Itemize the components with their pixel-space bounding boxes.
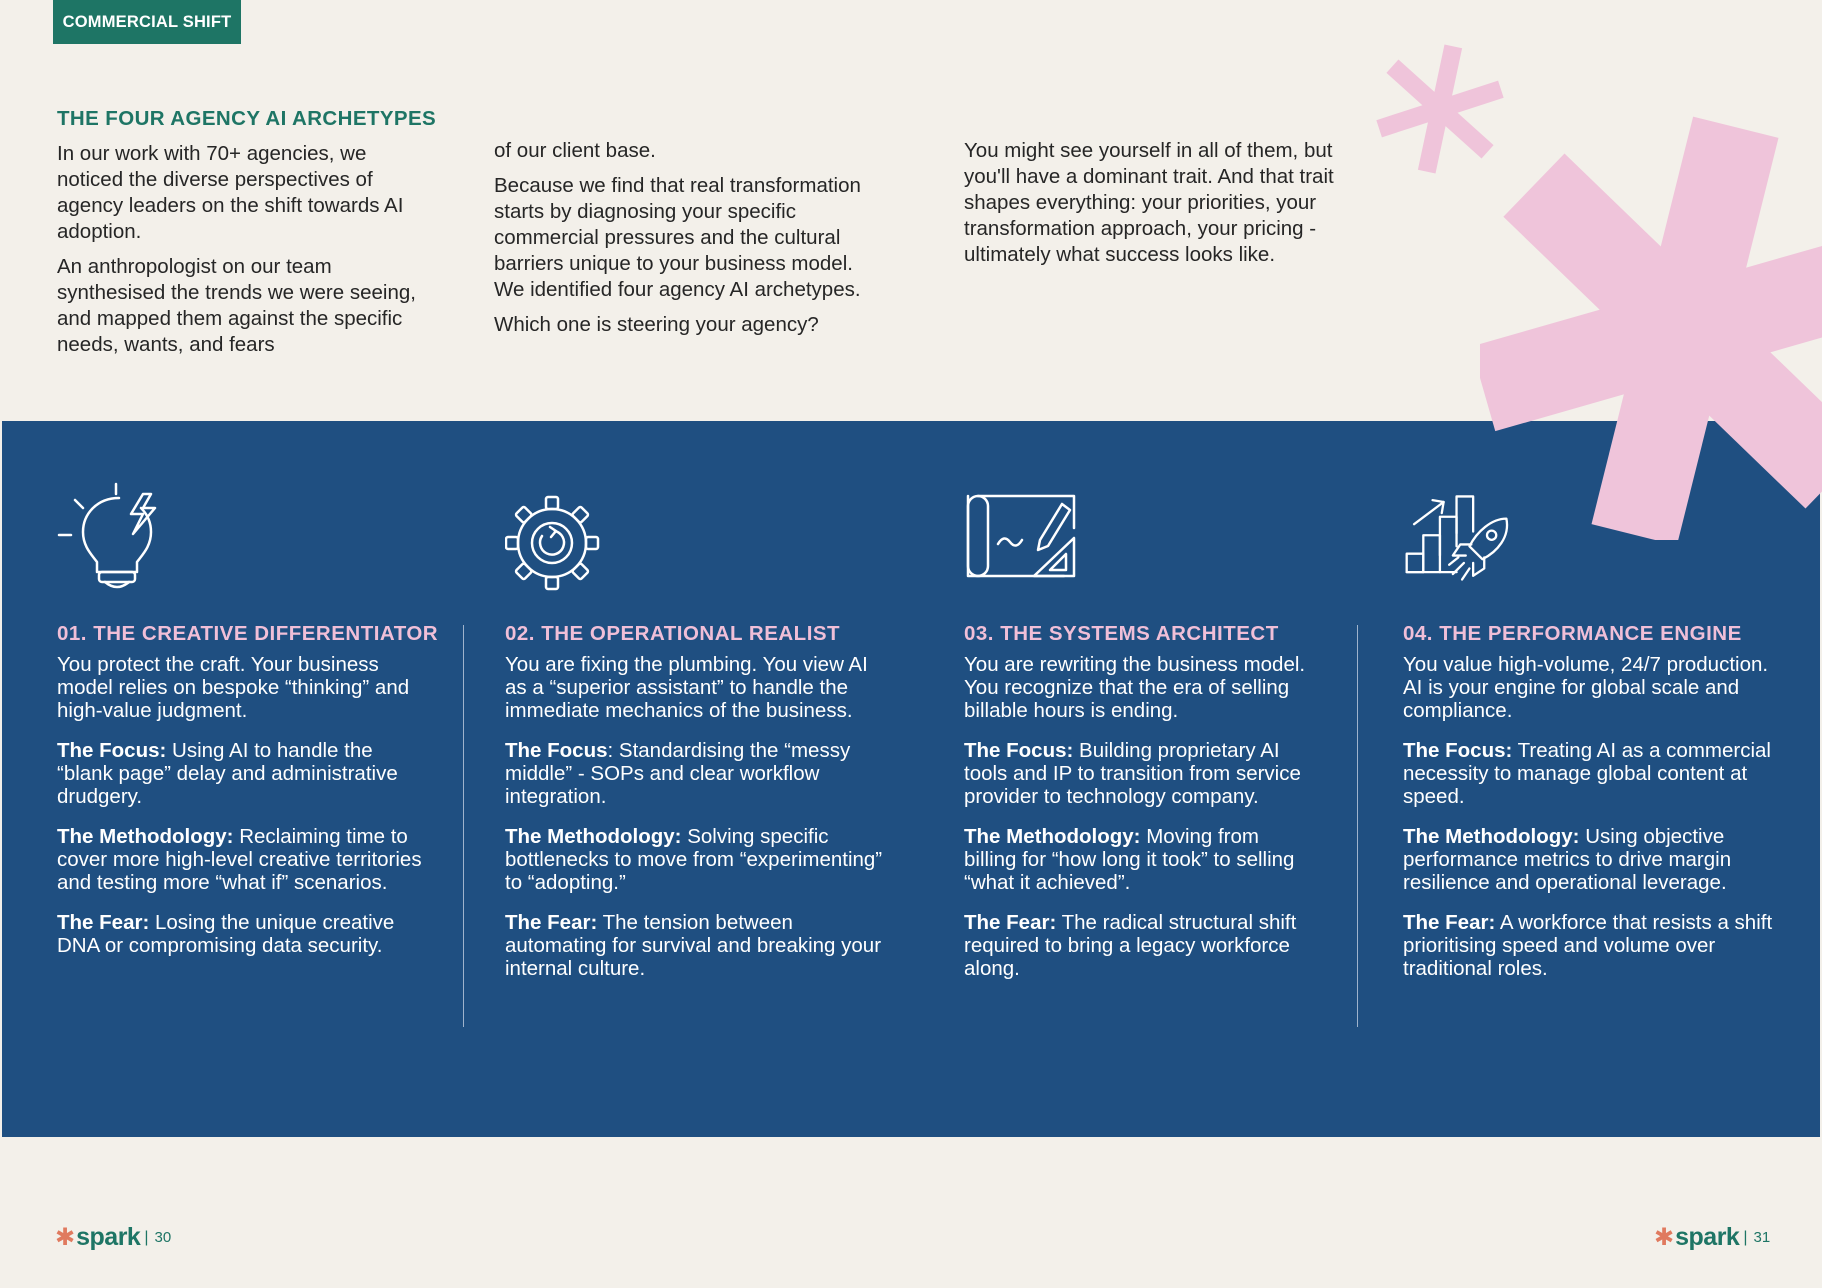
focus-text: Using AI to handle the “blank page” delay and administrative drudgery. <box>57 739 398 808</box>
focus-label: The Focus <box>505 739 608 762</box>
archetype-summary: You protect the craft. Your business model relies on bespoke “thinking” and high-value judgment. <box>57 653 410 722</box>
archetype-fear <box>1403 911 1778 980</box>
intro-column-3 <box>964 138 1344 277</box>
archetype-body <box>1403 653 1778 997</box>
column-divider <box>463 625 464 1027</box>
archetype-fear <box>505 911 885 980</box>
archetype-body <box>505 653 885 997</box>
methodology-label: The Methodology: <box>964 825 1141 848</box>
archetype-focus <box>57 739 432 808</box>
spark-asterisk-icon: ✱ <box>55 1224 76 1251</box>
archetype-focus <box>1403 739 1778 808</box>
archetype-title: 02. THE OPERATIONAL REALIST <box>505 622 841 645</box>
intro-paragraph: In our work with 70+ agencies, we noticed the diverse perspectives of agency leaders on the shift towards AI adoption. <box>57 142 404 243</box>
blueprint-icon <box>964 478 1084 598</box>
spark-logo: spark <box>76 1223 141 1251</box>
archetype-body <box>57 653 432 974</box>
archetype-methodology <box>964 825 1314 894</box>
focus-text: : Standardising the “messy middle” - SOPs and clear workflow integration. <box>505 739 851 808</box>
fear-label: The Fear: <box>505 911 598 934</box>
fear-text: A workforce that resists a shift prioritising speed and volume over traditional roles. <box>1403 911 1773 980</box>
methodology-text: Reclaiming time to cover more high-level creative territories and testing more “what if” scenarios. <box>57 825 422 894</box>
fear-text: Losing the unique creative DNA or compromising data security. <box>57 911 395 957</box>
archetype-methodology <box>505 825 885 894</box>
archetype-fear <box>57 911 432 957</box>
gear-refresh-icon <box>505 478 625 598</box>
spark-logo: spark <box>1675 1223 1740 1251</box>
methodology-label: The Methodology: <box>505 825 682 848</box>
archetype-summary: You are fixing the plumbing. You view AI as a “superior assistant” to handle the immediate mechanics of the business. <box>505 653 868 722</box>
methodology-label: The Methodology: <box>1403 825 1580 848</box>
archetype-card-systems-architect <box>964 478 1306 980</box>
archetype-focus <box>505 739 885 808</box>
archetype-title: 01. THE CREATIVE DIFFERENTIATOR <box>57 622 439 645</box>
methodology-text: Using objective performance metrics to drive margin resilience and operational leverage. <box>1403 825 1732 894</box>
focus-text: Treating AI as a commercial necessity to manage global content at speed. <box>1403 739 1771 808</box>
fear-text: The tension between automating for survival and breaking your internal culture. <box>505 911 882 980</box>
archetype-focus <box>964 739 1314 808</box>
focus-label: The Focus: <box>964 739 1074 762</box>
intro-paragraph: An anthropologist on our team synthesised the trends we were seeing, and mapped them against the specific needs, wants, and fears <box>57 255 416 356</box>
footer-separator: | <box>1743 1228 1748 1246</box>
fear-label: The Fear: <box>1403 911 1496 934</box>
column-divider <box>1357 625 1358 1027</box>
intro-paragraph: Because we find that real transformation starts by diagnosing your specific commercial pressures and the cultural barriers unique to your business model. We identified four agency AI archetypes. <box>494 174 861 301</box>
methodology-text: Solving specific bottlenecks to move from “experimenting” to “adopting.” <box>505 825 883 894</box>
fear-text: The radical structural shift required to bring a legacy workforce along. <box>964 911 1297 980</box>
intro-paragraph: Which one is steering your agency? <box>494 313 819 336</box>
methodology-text: Moving from billing for “how long it took” to selling “what it achieved”. <box>964 825 1295 894</box>
lightbulb-icon <box>57 478 177 598</box>
intro-paragraph: You might see yourself in all of them, but you'll have a dominant trait. And that trait shapes everything: your priorities, your transformation approach, your pricing - ultimately what success looks like. <box>964 139 1334 266</box>
fear-label: The Fear: <box>57 911 150 934</box>
spark-asterisk-icon: ✱ <box>1654 1224 1675 1251</box>
focus-text: Building proprietary AI tools and IP to transition from service provider to technology company. <box>964 739 1301 808</box>
page-number: 30 <box>154 1229 172 1246</box>
archetype-methodology <box>57 825 432 894</box>
archetype-card-operational-realist <box>505 478 883 980</box>
archetype-summary: You are rewriting the business model. You recognize that the era of selling billable hours is ending. <box>964 653 1306 722</box>
footer-separator: | <box>144 1228 149 1246</box>
rocket-growth-icon <box>1403 478 1523 598</box>
fear-label: The Fear: <box>964 911 1057 934</box>
intro-column-2 <box>494 138 884 347</box>
archetype-title: 03. THE SYSTEMS ARCHITECT <box>964 622 1279 645</box>
section-tag: COMMERCIAL SHIFT <box>53 0 241 44</box>
archetype-body <box>964 653 1314 997</box>
archetype-title: 04. THE PERFORMANCE ENGINE <box>1403 622 1742 645</box>
large-asterisk-icon <box>1480 96 1822 540</box>
methodology-label: The Methodology: <box>57 825 234 848</box>
footer-left <box>55 1223 171 1252</box>
archetype-fear <box>964 911 1314 980</box>
focus-label: The Focus: <box>57 739 167 762</box>
intro-paragraph: of our client base. <box>494 139 656 162</box>
archetype-card-creative-differentiator <box>57 478 439 957</box>
archetype-card-performance-engine <box>1403 478 1773 980</box>
archetype-methodology <box>1403 825 1778 894</box>
page-number: 31 <box>1753 1229 1771 1246</box>
footer-right <box>1654 1223 1770 1252</box>
focus-label: The Focus: <box>1403 739 1513 762</box>
archetype-summary: You value high-volume, 24/7 production. AI is your engine for global scale and compliance. <box>1403 653 1769 722</box>
page-title: THE FOUR AGENCY AI ARCHETYPES <box>57 107 437 130</box>
intro-column-1 <box>57 141 437 367</box>
